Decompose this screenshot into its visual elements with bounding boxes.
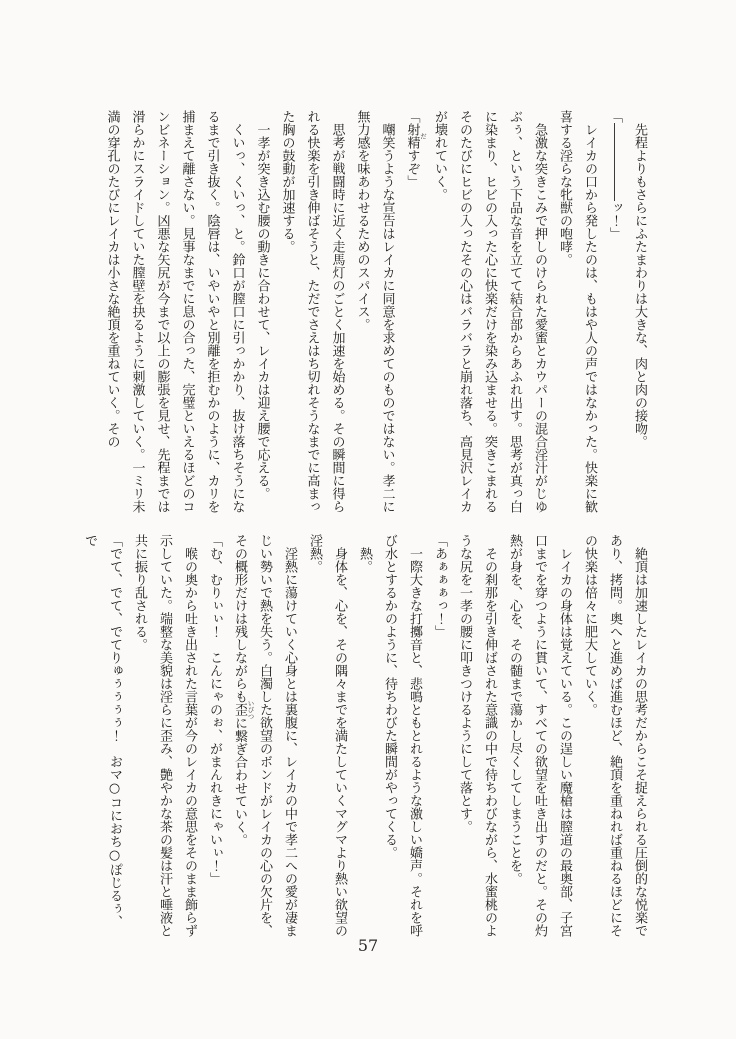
narration-paragraph: 身体を、心を、その隅々までを満たしていくマグマより熱い欲望の淫熱。 [307, 534, 347, 937]
narration-paragraph: 喉の奥から吐き出された言葉が今のレイカの意思をそのまま飾らず示していた。端整な美貌は淫らに歪み、艶やかな茶の髪は汗と唾液と共に振り乱される。 [132, 534, 197, 937]
top-text-block [100, 110, 653, 513]
dialogue-paragraph: 「あぁぁぁっ！」 [432, 534, 447, 638]
dialogue-paragraph: 「――――――ッ！」 [607, 110, 622, 240]
narration-paragraph: 先程よりもさらにふたまわりは大きな、肉と肉の接吻。 [632, 123, 647, 448]
narration-paragraph: 急激な突きこみで押しのけられた愛蜜とカウパーの混合淫汁がじゆぶぅ、という下品な音を立てて結合部からあふれ出す。思考が真っ白に染まり、ヒビの入った心に快楽だけを染み込ませる。突きこまれるそのたびにヒビの入ったその心はバラバラと崩れ落ち、高見沢レイカが壊れていく。 [432, 110, 547, 513]
dialogue-paragraph: 「む、むりぃぃ！ こんにゃのぉ、がまんれきにゃいぃ！」 [207, 534, 222, 885]
narration-paragraph: 思考が戦闘時に近く走馬灯のごとく加速を始める。その瞬間に得られる快楽を引き伸ばそうと、ただでさえはち切れそうなまでに高まった胸の鼓動が加速する。 [279, 110, 345, 513]
narration-paragraph: くいっ、くいっ、と。鈴口が膣口に引っかかり、抜け落ちそうになるまで引き抜く。陰唇は、いやいやと別離を拒むかのように、カリを捕まえて離さない。見事なまでに息の合った、完璧といえるほどのコンビネーション。凶悪な矢尻が今まで以上の膨張を見せ、先程までは滑らかにスライドしていた膣壁を抉るように刺激していく。一ミリ未満の穿孔のたびにレイカは小さな絶頂を重ねていく。その [104, 110, 245, 513]
narration-paragraph: 一際大きな打擲音と、悲鳴ともとれるような激しい嬌声。それを呼び水とするかのように、待ちわびた瞬間がやってくる。 [382, 534, 422, 937]
page-number: 57 [357, 936, 379, 955]
narration-paragraph: 一孝が突き込む腰の動きに合わせて、レイカは迎え腰で応える。 [254, 123, 270, 500]
narration-paragraph: レイカの口から発したのは、もはや人の声ではなかった。快楽に歓喜する淫らな牝獣の咆哮。 [557, 110, 597, 513]
dialogue-paragraph: 「でて、でて、でてりゅぅぅぅぅ！ おマ○コにおち○ぽじるぅ、で [82, 534, 122, 928]
narration-paragraph: レイカの身体は覚えている。この逞しい魔槍は膣道の最奥部、子宮口までを穿つように貫いて、すべての欲望を吐き出すのだと。その灼熱が身を、心を、その髄まで蕩かし尽くしてしまうことを。 [507, 534, 572, 937]
narration-paragraph: 嘲笑うような宣告はレイカに同意を求めてのものではない。孝二に無力感を味あわせるためのスパイス。 [354, 110, 395, 513]
narration-paragraph: その刹那を引き伸ばされた意識の中で待ちわびながら、水蜜桃のような尻を一孝の腰に叩きつけるようにして落とす。 [457, 534, 497, 937]
narration-paragraph: 熱。 [357, 547, 372, 573]
dialogue-paragraph: 「射精 だすぞ」 [404, 110, 427, 188]
narration-paragraph: 淫熱に蕩けていく心身とは裏腹に、レイカの中で孝二への愛が凄まじい勢いで熱を失う。白濁した欲望のボンドがレイカの心の欠片を、その概形だけは残しながらも歪 いびつに繋ぎ合わせていく。 [232, 534, 297, 937]
narration-paragraph: 絶頂は加速したレイカの思考だからこそ捉えられる圧倒的な悦楽であり、拷問。奥へと進めば進むほど、絶頂を重ねれば重ねるほどにその快楽は倍々に肥大していく。 [582, 534, 647, 937]
bottom-text-block [77, 534, 652, 937]
